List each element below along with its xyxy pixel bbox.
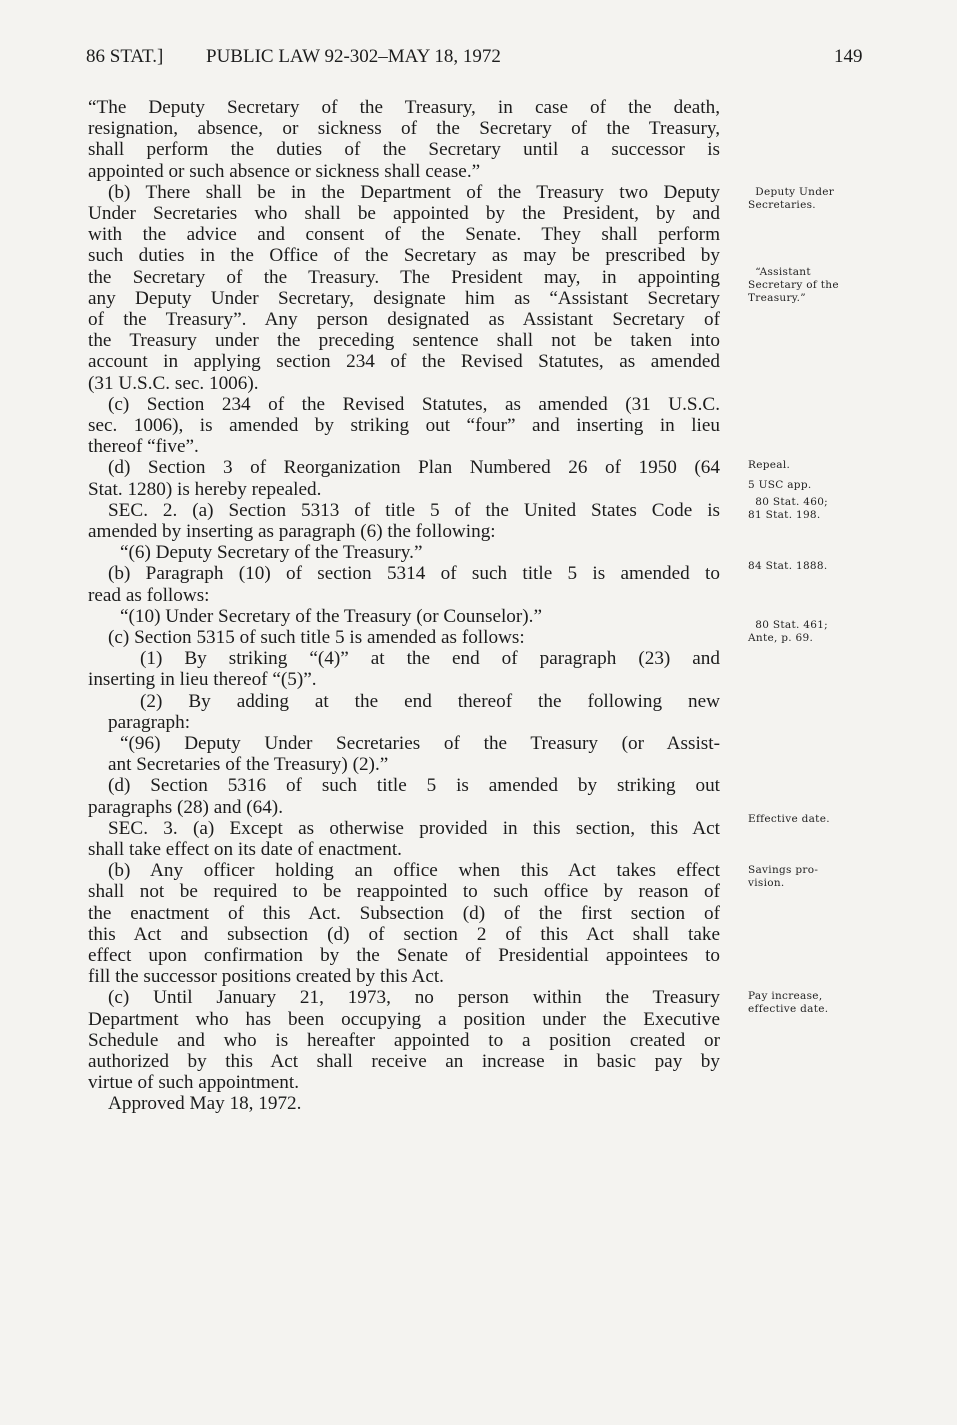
margin-note: “Assistant Secretary of the Treasury.” — [748, 266, 839, 304]
margin-note: Repeal. — [748, 459, 791, 471]
text-line: “The Deputy Secretary of the Treasury, in case of the death, — [88, 97, 720, 118]
margin-note: Effective date. — [748, 813, 830, 825]
margin-note: 5 USC app. — [748, 479, 812, 491]
text-line: (b) Any officer holding an office when this Act takes effect — [108, 860, 720, 882]
text-line: effect upon confirmation by the Senate of Presidential appointees to — [88, 945, 720, 966]
text-line: (c) Section 234 of the Revised Statutes, as amended (31 U.S.C. — [108, 393, 720, 415]
text-line: Under Secretaries who shall be appointed by the President, by and — [88, 203, 720, 224]
text-line: Department who has been occupying a position under the Executive — [88, 1008, 720, 1030]
text-line: Schedule and who is hereafter appointed to a position created or — [88, 1029, 720, 1051]
text-line: Approved May 18, 1972. — [108, 1093, 302, 1115]
text-line: “(10) Under Secretary of the Treasury (or Counselor).” — [120, 605, 542, 627]
page-number: 149 — [834, 46, 863, 67]
text-line: thereof “five”. — [88, 436, 199, 458]
text-line: fill the successor positions created by this Act. — [88, 966, 444, 988]
text-line: sec. 1006), is amended by striking out “four” and inserting in lieu — [88, 415, 720, 436]
text-line: inserting in lieu thereof “(5)”. — [88, 669, 317, 691]
text-line: “(6) Deputy Secretary of the Treasury.” — [120, 542, 423, 564]
text-line: the Treasury under the preceding sentence shall not be taken into — [88, 330, 720, 352]
text-line: ant Secretaries of the Treasury) (2).” — [108, 754, 389, 776]
text-line: shall take effect on its date of enactment. — [88, 839, 402, 860]
text-line: any Deputy Under Secretary, designate him as “Assistant Secretary — [88, 287, 720, 309]
text-line: account in applying section 234 of the Revised Statutes, as amended — [88, 351, 720, 373]
header-statute-ref: 86 STAT.] — [86, 46, 164, 67]
text-line: SEC. 3. (a) Except as otherwise provided in this section, this Act — [108, 817, 720, 839]
text-line: (c) Section 5315 of such title 5 is amended as follows: — [108, 627, 525, 648]
text-line: (1) By striking “(4)” at the end of paragraph (23) and — [140, 648, 720, 670]
text-line: SEC. 2. (a) Section 5313 of title 5 of the United States Code is — [108, 499, 720, 521]
text-line: paragraph: — [108, 711, 191, 733]
margin-note: 80 Stat. 461; Ante, p. 69. — [748, 619, 829, 644]
text-line: (31 U.S.C. sec. 1006). — [88, 372, 259, 394]
text-line: shall not be required to be reappointed to such office by reason of — [88, 881, 720, 903]
margin-note: 84 Stat. 1888. — [748, 560, 828, 572]
text-line: such duties in the Office of the Secretary as may be prescribed by — [88, 245, 720, 267]
text-line: virtue of such appointment. — [88, 1072, 300, 1094]
header-title: PUBLIC LAW 92-302–MAY 18, 1972 — [206, 46, 501, 67]
text-line: (2) By adding at the end thereof the following new — [140, 690, 720, 712]
text-line: appointed or such absence or sickness shall cease.” — [88, 160, 481, 182]
text-line: shall perform the duties of the Secretary until a successor is — [88, 139, 720, 161]
text-line: with the advice and consent of the Senate. They shall perform — [88, 224, 720, 246]
text-line: (d) Section 3 of Reorganization Plan Numbered 26 of 1950 (64 — [108, 457, 720, 479]
text-line: (b) There shall be in the Department of the Treasury two Deputy — [108, 181, 720, 203]
text-line: resignation, absence, or sickness of the Secretary of the Treasury, — [88, 118, 720, 140]
text-line: “(96) Deputy Under Secretaries of the Treasury (or Assist- — [120, 733, 720, 754]
margin-note: Pay increase, effective date. — [748, 990, 829, 1015]
text-line: authorized by this Act shall receive an increase in basic pay by — [88, 1051, 720, 1072]
text-line: amended by inserting as paragraph (6) the following: — [88, 521, 496, 542]
text-line: paragraphs (28) and (64). — [88, 796, 283, 818]
text-line: Stat. 1280) is hereby repealed. — [88, 478, 322, 500]
text-line: the enactment of this Act. Subsection (d) of the first section of — [88, 902, 720, 924]
text-line: (b) Paragraph (10) of section 5314 of such title 5 is amended to — [108, 563, 720, 585]
text-line: (d) Section 5316 of such title 5 is amended by striking out — [108, 775, 720, 797]
margin-note: Deputy Under Secretaries. — [748, 186, 835, 211]
text-line: of the Treasury”. Any person designated as Assistant Secretary of — [88, 309, 720, 330]
text-line: (c) Until January 21, 1973, no person within the Treasury — [108, 987, 720, 1009]
margin-note: Savings pro- vision. — [748, 864, 819, 889]
margin-note: 80 Stat. 460; 81 Stat. 198. — [748, 496, 829, 521]
text-line: read as follows: — [88, 584, 210, 606]
text-line: the Secretary of the Treasury. The President may, in appointing — [88, 266, 720, 288]
text-line: this Act and subsection (d) of section 2 of this Act shall take — [88, 923, 720, 945]
